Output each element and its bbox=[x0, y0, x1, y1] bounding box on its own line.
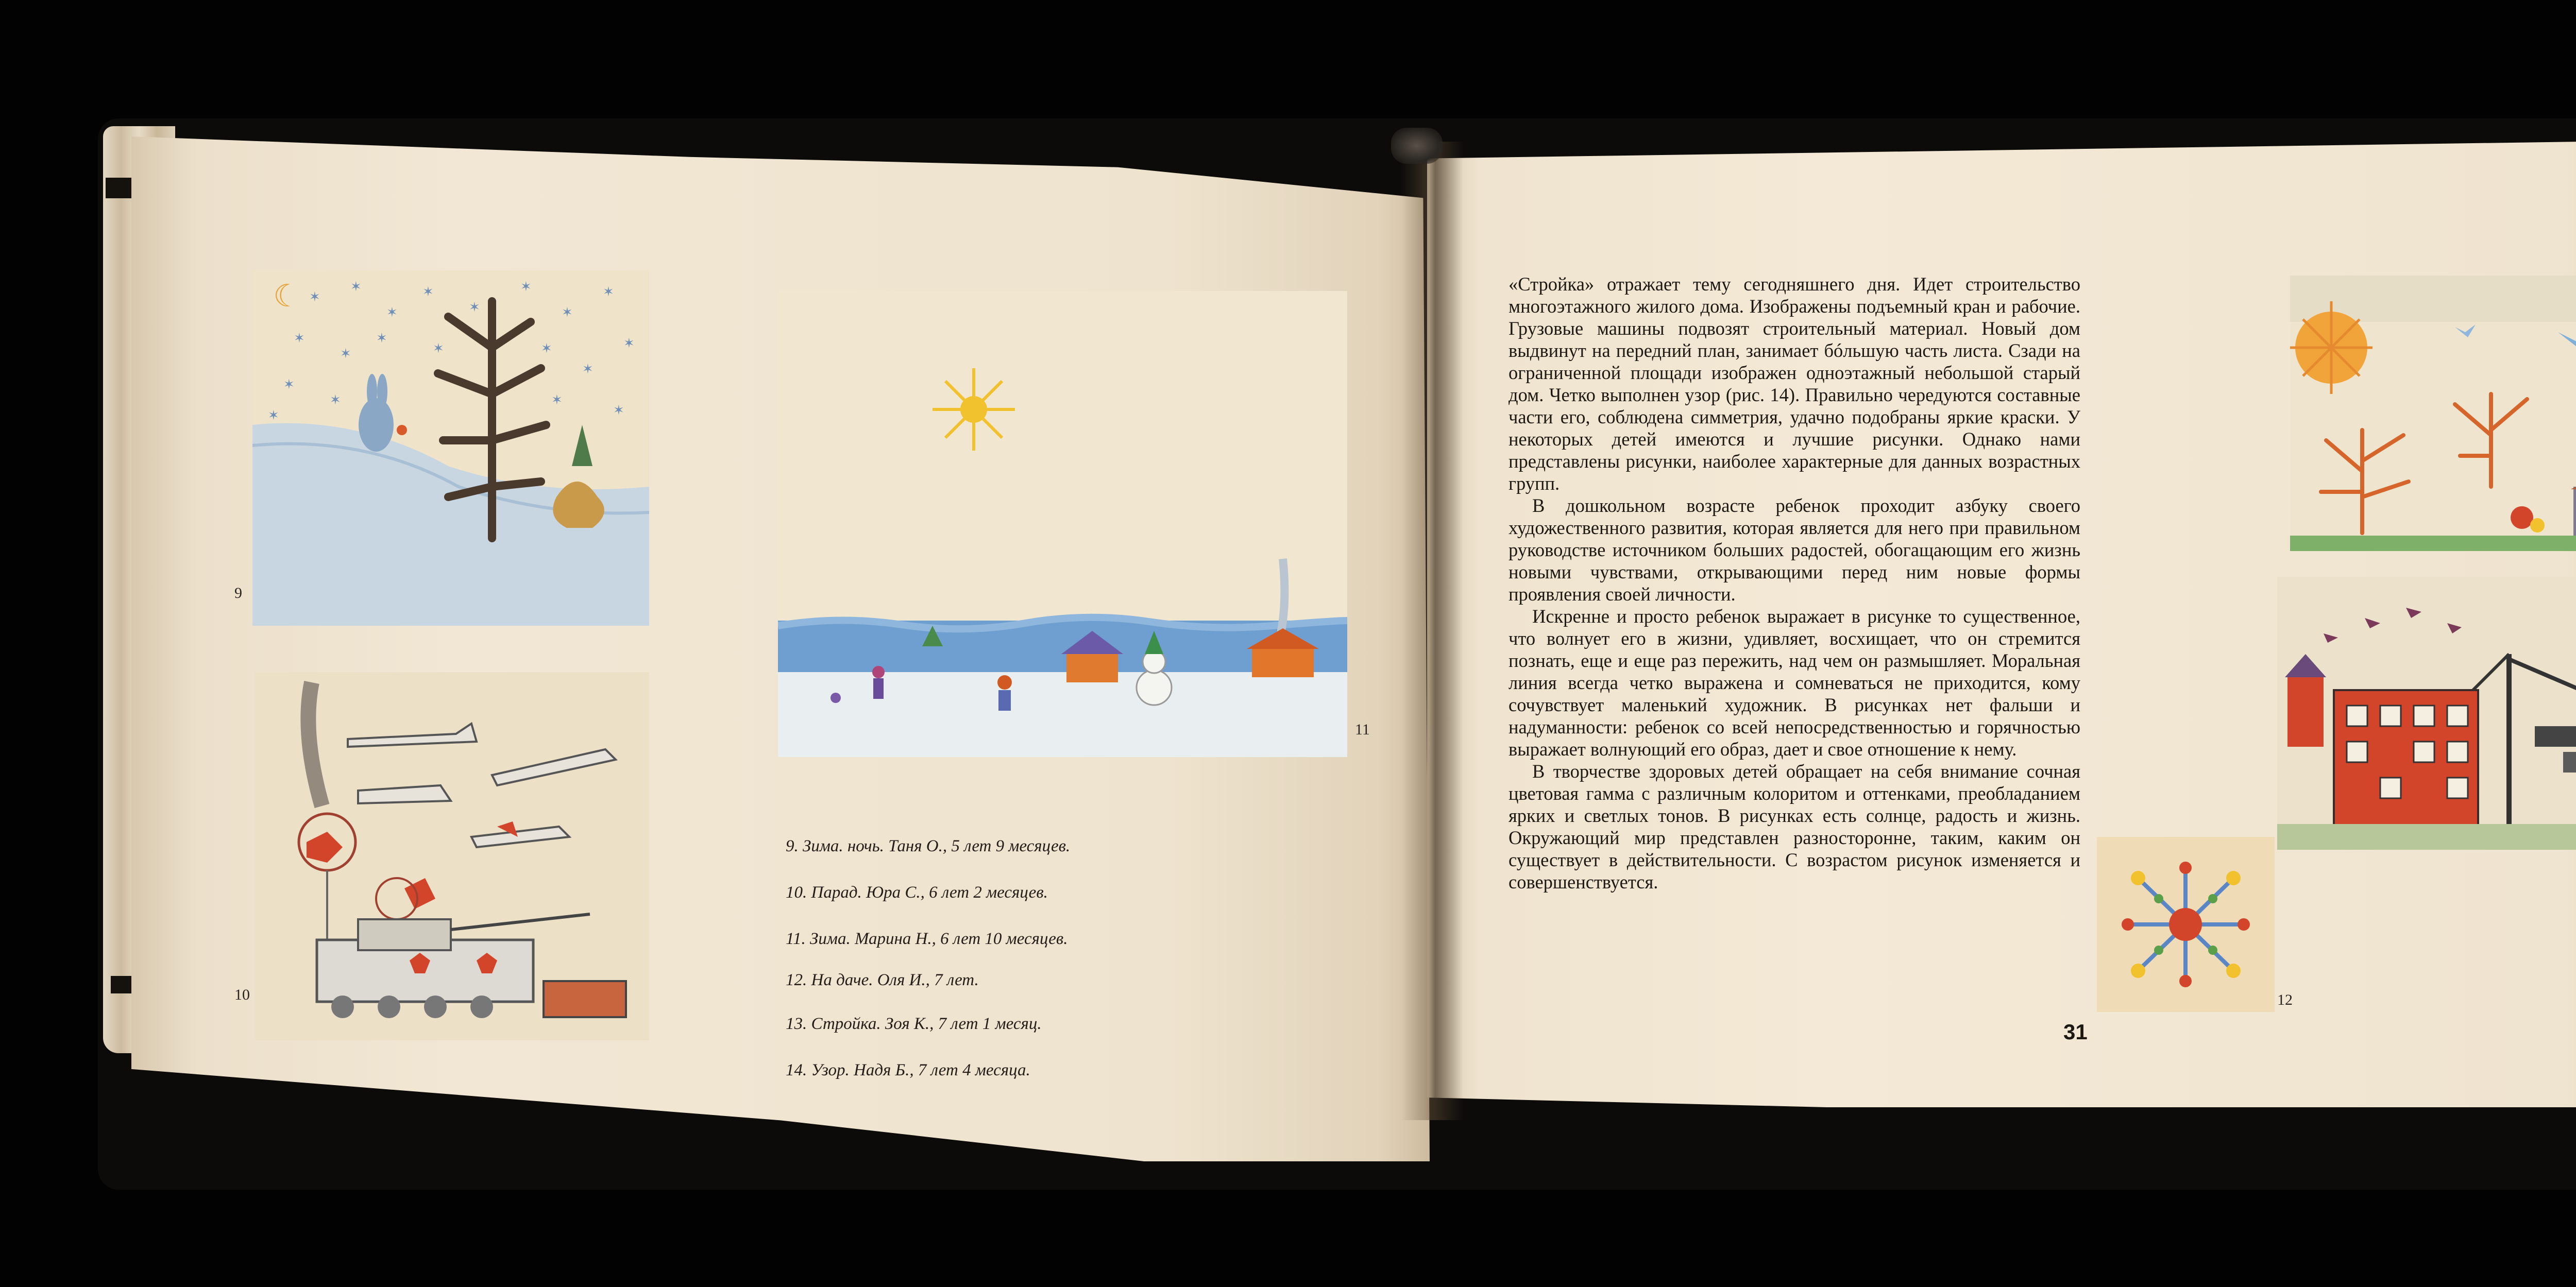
paragraph: Искренне и просто ребенок выражает в рисунке то существенное, что волнует его в жизни, удивляет, восхищает, что он стремится познать, еще и еще раз пережить, над чем он размышляет. Моральная линия всегда четко выражена и сомневаться не приходится, кому сочувствует маленький художник. В рисунках нет фальши и надуманности: ребенок со всей непосредственностью и горячностью выражает волнующий его образ, дает и свое отношение к нему. bbox=[1509, 606, 2080, 760]
illustration-construction bbox=[2277, 577, 2576, 850]
paragraph: В творчестве здоровых детей обращает на себя внимание сочная цветовая гамма с различным колоритом и оттенками, преобладанием ярких и светлых тонов. В рисунках есть солнце, радость и жизнь. Окружающий мир представлен разносторонне, таким, каким он существует в действительности. С возрастом рисунок изменяется и совершенствуется. bbox=[1509, 761, 2080, 893]
illustration-winter-night bbox=[252, 270, 649, 626]
svg-text:☾: ☾ bbox=[273, 279, 301, 313]
svg-text:✶: ✶ bbox=[283, 377, 295, 392]
svg-text:✶: ✶ bbox=[386, 305, 398, 320]
svg-text:✶: ✶ bbox=[340, 346, 351, 361]
svg-text:✶: ✶ bbox=[469, 300, 480, 315]
caption-10: 10. Парад. Юра С., 6 лет 2 месяцев. bbox=[786, 883, 1048, 902]
svg-text:✶: ✶ bbox=[623, 336, 635, 351]
illustration-trees-pattern bbox=[2290, 276, 2576, 551]
svg-text:✶: ✶ bbox=[541, 341, 552, 356]
caption-14: 14. Узор. Надя Б., 7 лет 4 месяца. bbox=[786, 1061, 1030, 1079]
svg-text:✶: ✶ bbox=[520, 279, 532, 294]
caption-12: 12. На даче. Оля И., 7 лет. bbox=[786, 971, 979, 989]
paragraph: В дошкольном возрасте ребенок проходит азбуку своего художественного развития, которая является для него при правильном руководстве источником больших радостей, обогащающим его жизнь новыми чувствами, открывающими перед ним новые формы проявления своей личности. bbox=[1509, 495, 2080, 605]
figure-number-9: 9 bbox=[234, 585, 242, 602]
svg-text:✶: ✶ bbox=[551, 392, 563, 407]
paragraph: «Стройка» отражает тему сегодняшнего дня. Идет строительство многоэтажного жилого дома. Изображены подъемный кран и рабочие. Грузовые машины подвозят строительный материал. Новый дом выдвинут на передний план, занимает бóльшую часть листа. Сзади на ограниченной площади изображен одноэтажный небольшой старый дом. Четко выполнен узор (рис. 14). Правильно чередуются составные части его, соблюдена симметрия, удачно подобраны яркие краски. У некоторых детей имеются и лучшие рисунки. Однако нами представлены рисунки, наиболее характерные для данных возрастных групп. bbox=[1509, 273, 2080, 494]
book-gutter bbox=[1401, 142, 1463, 1120]
svg-text:✶: ✶ bbox=[294, 331, 305, 346]
svg-text:✶: ✶ bbox=[350, 279, 362, 294]
svg-text:✶: ✶ bbox=[268, 408, 279, 423]
svg-text:✶: ✶ bbox=[422, 284, 434, 299]
illustration-winter-landscape bbox=[778, 291, 1347, 757]
illustration-parade bbox=[255, 672, 649, 1040]
svg-text:✶: ✶ bbox=[433, 341, 444, 356]
svg-text:✶: ✶ bbox=[376, 331, 387, 346]
page-number: 31 bbox=[2063, 1020, 2088, 1044]
illustration-ornament bbox=[2097, 837, 2275, 1012]
svg-text:✶: ✶ bbox=[309, 289, 320, 304]
svg-text:✶: ✶ bbox=[582, 362, 594, 376]
figure-number-11: 11 bbox=[1355, 721, 1370, 738]
spine-clip bbox=[1391, 128, 1443, 164]
caption-9: 9. Зима. ночь. Таня О., 5 лет 9 месяцев. bbox=[786, 837, 1071, 855]
svg-text:✶: ✶ bbox=[603, 284, 614, 299]
figure-number-10: 10 bbox=[234, 986, 250, 1003]
svg-text:✶: ✶ bbox=[613, 403, 624, 418]
caption-11: 11. Зима. Марина Н., 6 лет 10 месяцев. bbox=[786, 930, 1068, 948]
svg-text:✶: ✶ bbox=[562, 305, 573, 320]
figure-number-12: 12 bbox=[2277, 991, 2293, 1008]
body-text bbox=[1509, 273, 2080, 893]
svg-text:✶: ✶ bbox=[330, 392, 341, 407]
caption-13: 13. Стройка. Зоя К., 7 лет 1 месяц. bbox=[786, 1015, 1042, 1033]
